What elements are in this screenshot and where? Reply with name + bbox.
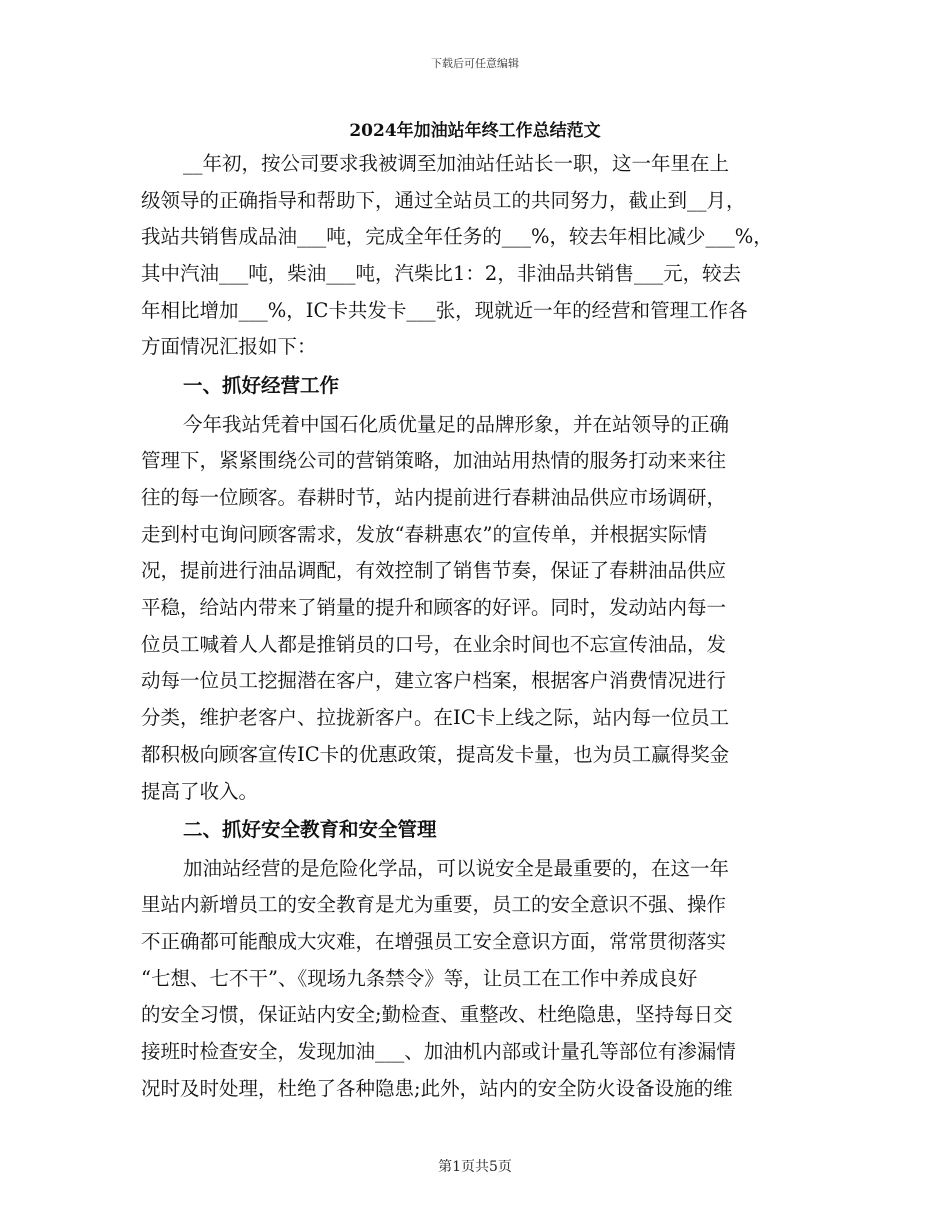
paragraph-line: 平稳，给站内带来了销量的提升和顾客的好评。同时，发动站内每一 <box>141 596 727 620</box>
paragraph-line: 都积极向顾客宣传IC卡的优惠政策，提高发卡量，也为员工赢得奖金 <box>141 742 730 766</box>
paragraph-line: 不正确都可能酿成大灾难，在增强员工安全意识方面，常常贯彻落实 <box>141 930 727 954</box>
paragraph-line: 况，提前进行油品调配，有效控制了销售节奏，保证了春耕油品供应 <box>141 559 727 583</box>
paragraph-line: 管理下，紧紧围绕公司的营销策略，加油站用热情的服务打动来来往 <box>141 449 727 473</box>
paragraph-line: 级领导的正确指导和帮助下，通过全站员工的共同努力，截止到__月， <box>141 188 746 212</box>
paragraph-line: 加油站经营的是危险化学品，可以说安全是最重要的，在这一年 <box>183 856 730 880</box>
section-heading: 一、抓好经营工作 <box>183 374 340 398</box>
header-note: 下载后可任意编辑 <box>431 57 519 70</box>
document-body <box>141 146 806 1108</box>
paragraph-line: 况时及时处理，杜绝了各种隐患;此外，站内的安全防火设备设施的维 <box>141 1076 733 1100</box>
paragraph-line: 动每一位员工挖掘潜在客户，建立客户档案，根据客户消费情况进行 <box>141 669 727 693</box>
paragraph-line: 年相比增加___%，IC卡共发卡___张，现就近一年的经营和管理工作各 <box>141 298 748 322</box>
paragraph-line: 的安全习惯，保证站内安全;勤检查、重整改、杜绝隐患，坚持每日交 <box>141 1003 733 1027</box>
paragraph-line: 位员工喊着人人都是推销员的口号，在业余时间也不忘宣传油品，发 <box>141 632 727 656</box>
paragraph-line: 里站内新增员工的安全教育是尤为重要，员工的安全意识不强、操作 <box>141 893 727 917</box>
paragraph-line: 分类，维护老客户、拉拢新客户。在IC卡上线之际，站内每一位员工 <box>141 706 730 730</box>
paragraph-line: 今年我站凭着中国石化质优量足的品牌形象，并在站领导的正确 <box>183 412 730 436</box>
paragraph-line: 其中汽油___吨，柴油___吨，汽柴比1：2，非油品共销售___元，较去 <box>141 262 742 286</box>
page-number: 第1页共5页 <box>438 1159 512 1175</box>
paragraph-line: 方面情况汇报如下： <box>141 335 317 359</box>
paragraph-line: __年初，按公司要求我被调至加油站任站长一职，这一年里在上 <box>183 152 730 175</box>
paragraph-line: “七想、七不干”、《现场九条禁令》等，让员工在工作中养成良好 <box>141 966 698 990</box>
paragraph-line: 往的每一位顾客。春耕时节，站内提前进行春耕油品供应市场调研， <box>141 486 727 509</box>
document-title: 2024年加油站年终工作总结范文 <box>349 121 601 141</box>
paragraph-line: 我站共销售成品油___吨，完成全年任务的___%，较去年相比减少___%， <box>141 225 773 249</box>
section-heading: 二、抓好安全教育和安全管理 <box>183 818 437 842</box>
paragraph-line: 走到村屯询问顾客需求，发放“春耕惠农”的宣传单，并根据实际情 <box>141 522 707 546</box>
paragraph-line: 接班时检查安全，发现加油___、加油机内部或计量孔等部位有渗漏情 <box>141 1040 736 1064</box>
paragraph-line: 提高了收入。 <box>141 779 259 803</box>
